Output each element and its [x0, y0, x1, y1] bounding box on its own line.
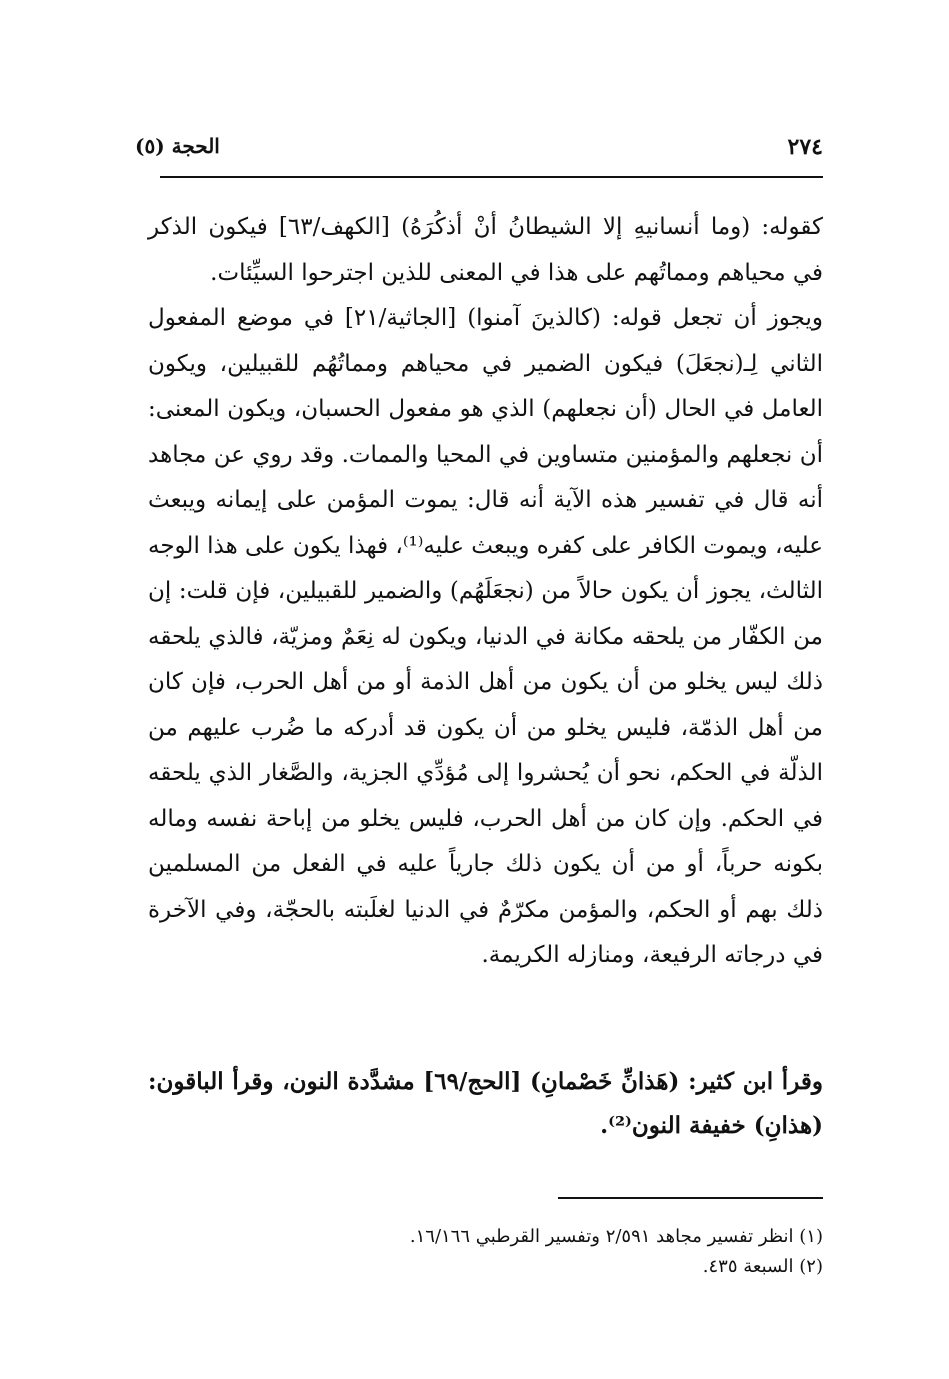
footnote-divider	[558, 1197, 823, 1199]
page-header	[135, 130, 823, 178]
page-number: ٢٧٤	[787, 134, 823, 160]
footnote-2: (٢) السبعة ٤٣٥.	[702, 1256, 823, 1277]
footnotes	[300, 1222, 823, 1282]
header-divider	[160, 176, 823, 178]
reading-paragraph: وقرأ ابن كثير: (هَذانِّ خَصْمانِ) [الحج/٦٩] مشدَّدة النون، وقرأ الباقون: (هذانِ) خفيفة النون⁽²⁾.	[148, 1068, 823, 1139]
main-text	[148, 205, 823, 979]
running-title: الحجة (٥)	[135, 134, 220, 158]
paragraph: كقوله: (وما أنسانيهِ إلا الشيطانُ أنْ أذكُرَهُ) [الكهف/٦٣] فيكون الذكر في محياهم ومماتُهم على هذا في المعنى للذين اجترحوا السيِّئات.	[148, 214, 823, 286]
reading-variant	[148, 1060, 823, 1148]
paragraph: ويجوز أن تجعل قوله: (كالذينَ آمنوا) [الجاثية/٢١] في موضع المفعول الثاني لِـ(نجعَلَ) فيكون الضمير في محياهم ومماتُهُم للقبيلين، ويكون العامل في الحال (أن نجعلهم) الذي هو مفعول الحسبان، ويكون المعنى: أن نجعلهم والمؤمنين متساوين في المحيا والممات. وقد روي عن مجاهد أنه قال في تفسير هذه الآية أنه قال: يموت المؤمن على إيمانه ويبعث عليه، ويموت الكافر على كفره ويبعث عليه⁽¹⁾، فهذا يكون على هذا الوجه الثالث، يجوز أن يكون حالاً من (نجعَلَهُم) والضمير للقبيلين، فإن قلت: إن من الكفّار من يلحقه مكانة في الدنيا، ويكون له نِعَمٌ ومزيّة، فالذي يلحقه ذلك ليس يخلو من أن يكون من أهل الذمة أو من أهل الحرب، فإن كان من أهل الذمّة، فليس يخلو من أن يكون قد أدركه ما ضُرب عليهم من الذلّة في الحكم، نحو أن يُحشروا إلى مُؤدِّي الجزية، والصَّغار الذي يلحقه في الحكم. وإن كان من أهل الحرب، فليس يخلو من إباحة نفسه وماله بكونه حرباً، أو من أن يكون ذلك جارياً عليه في الفعل من المسلمين ذلك بهم أو الحكم، والمؤمن مكرّمٌ في الدنيا لغلَبته بالحجّة، وفي الآخرة في درجاته الرفيعة، ومنازله الكريمة.	[148, 305, 823, 968]
footnote-1: (١) انظر تفسير مجاهد ٢/٥٩١ وتفسير القرطبي ١٦/١٦٦.	[409, 1226, 823, 1247]
